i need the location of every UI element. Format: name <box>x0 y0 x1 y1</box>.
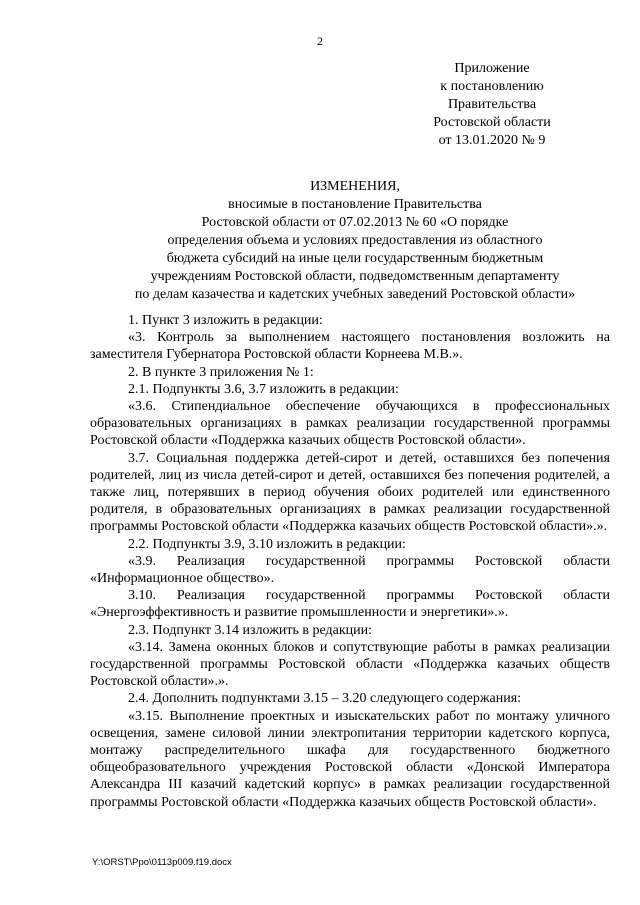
paragraph: «3.6. Стипендиальное обеспечение обучающихся в профессиональных образовательных организациях в рамках реализации государственной программы Ростовской области «Поддержка казачьих обществ Ростовской области». <box>90 399 610 449</box>
page-number: 2 <box>317 34 323 48</box>
paragraph: 3.7. Социальная поддержка детей-сирот и детей, оставшихся без попечения родителей, лиц из числа детей-сирот и детей, оставшихся без попечения родителей, а также лиц, потерявших в период обучения обоих родителей или единственного родителя, в образовательных организациях в рамках реализации государственной программы Ростовской области «Поддержка казачьих обществ Ростовской области».». <box>90 450 610 535</box>
heading-line: Ростовской области от 07.02.2013 № 60 «О порядке <box>201 215 509 230</box>
appendix-line: к постановлению <box>440 79 544 94</box>
heading-line: вносимые в постановление Правительства <box>228 197 482 212</box>
paragraph: 1. Пункт 3 изложить в редакции: <box>128 313 323 328</box>
heading-line: бюджета субсидий на иные цели государственным бюджетным <box>166 251 544 266</box>
paragraph: 2.4. Дополнить подпунктами 3.15 – 3.20 следующего содержания: <box>128 691 522 707</box>
appendix-block <box>412 60 572 150</box>
appendix-line: Ростовской области <box>433 115 551 130</box>
paragraph: «3. Контроль за выполнением настоящего постановления возложить на заместителя Губернатора Ростовской области Корнеева М.В.». <box>90 330 610 363</box>
document-title: ИЗМЕНЕНИЯ, <box>310 179 400 194</box>
file-path-footer: Y:\ORST\Ppo\0113p009.f19.docx <box>92 857 232 868</box>
paragraph: 2.2. Подпункты 3.9, 3.10 изложить в редакции: <box>128 536 406 552</box>
paragraph: 2.3. Подпункт 3.14 изложить в редакции: <box>128 622 373 638</box>
heading-line: по делам казачества и кадетских учебных заведений Ростовской области» <box>134 287 576 302</box>
heading-line: определения объема и условиях предоставления из областного <box>167 233 543 248</box>
appendix-line: от 13.01.2020 № 9 <box>438 133 546 148</box>
document-body <box>90 312 610 811</box>
paragraph: «3.15. Выполнение проектных и изыскательских работ по монтажу уличного освещения, замене силовой линии электропитания территории кадетского корпуса, монтажу распределительного шкафа для государственного бюджетного общеобразовательного учреждения Ростовской области «Донской Императора Александра III казачий кадетский корпус» в рамках реализации государственной программы Ростовской области «Поддержка казачьих обществ Ростовской области». <box>90 708 610 810</box>
paragraph: «3.14. Замена оконных блоков и сопутствующие работы в рамках реализации государственной программы Ростовской области «Поддержка казачьих обществ Ростовской области».». <box>90 639 610 690</box>
paragraph: 2.1. Подпункты 3.6, 3.7 изложить в редакции: <box>128 381 399 397</box>
appendix-line: Приложение <box>454 61 530 76</box>
paragraph: «3.9. Реализация государственной программы Ростовской области «Информационное общество». <box>90 553 610 587</box>
paragraph: 3.10. Реализация государственной программы Ростовской области «Энергоэффективность и развитие промышленности и энергетики».». <box>90 588 610 621</box>
document-heading <box>90 178 620 304</box>
appendix-line: Правительства <box>447 97 537 112</box>
heading-line: учреждениям Ростовской области, подведомственным департаменту <box>150 269 560 284</box>
paragraph: 2. В пункте 3 приложения № 1: <box>128 364 314 380</box>
